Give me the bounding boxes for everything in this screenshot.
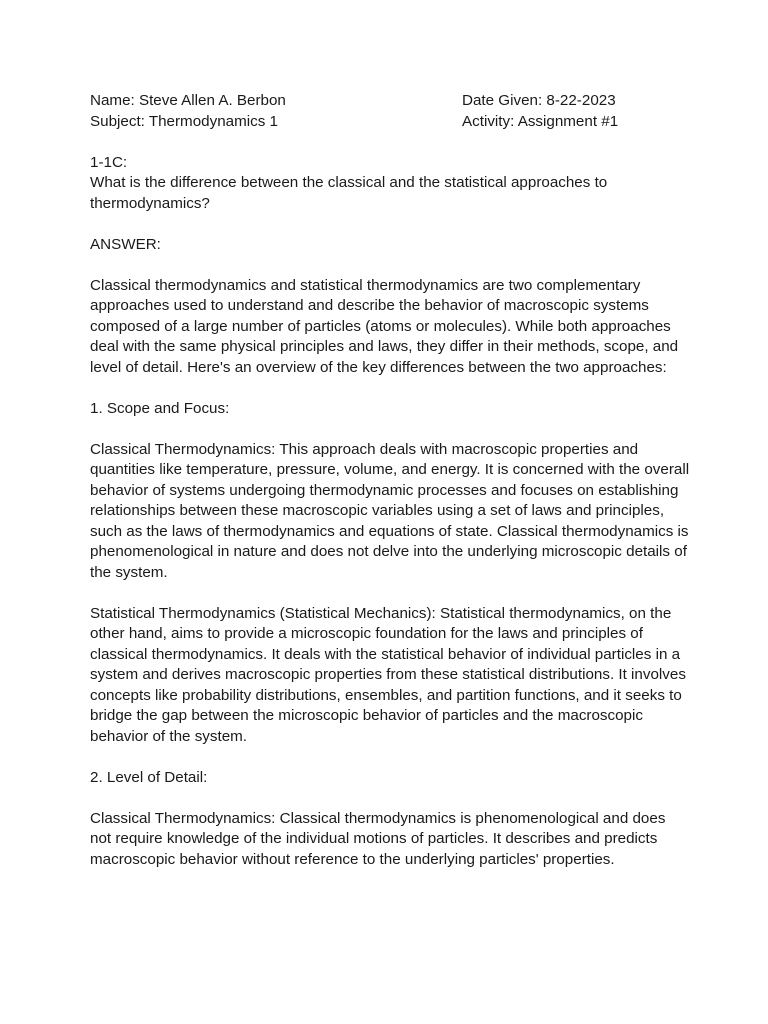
- subject: Subject: Thermodynamics 1: [90, 112, 278, 130]
- answer-label: ANSWER:: [90, 235, 161, 253]
- question-number: 1-1C:: [90, 153, 128, 171]
- spacer: [90, 378, 690, 399]
- classical-scope-paragraph: Classical Thermodynamics: This approach deals with macroscopic properties and quantities like temperature, pressure, volume, and energy. It is concerned with the overall behavior of systems undergoing thermodynamic processes and focuses on establishing relationships between these macroscopic variables using a set of laws and principles, such as the laws of thermodynamics and equations of state. Classical thermodynamics is phenomenological in nature and does not delve into the underlying microscopic details of the system.: [90, 440, 690, 581]
- spacer: [90, 583, 690, 604]
- spacer: [90, 747, 690, 768]
- document-body: [90, 91, 690, 870]
- classical-detail-paragraph: Classical Thermodynamics: Classical thermodynamics is phenomenological and does not require knowledge of the individual motions of particles. It describes and predicts macroscopic behavior without reference to the underlying particles' properties.: [90, 809, 666, 868]
- intro-paragraph: Classical thermodynamics and statistical thermodynamics are two complementary approaches used to understand and describe the behavior of macroscopic systems composed of a large number of particles (atoms or molecules). While both approaches deal with the same physical principles and laws, they differ in their methods, scope, and level of detail. Here's an overview of the key differences between the two approaches:: [90, 276, 679, 376]
- student-name: Name: Steve Allen A. Berbon: [90, 92, 286, 109]
- spacer: [90, 132, 690, 153]
- question-text: What is the difference between the classical and the statistical approaches to thermodynamics?: [90, 174, 608, 212]
- header-row-2: [90, 112, 690, 133]
- date-given: Date Given: 8-22-2023: [462, 92, 616, 109]
- spacer: [90, 255, 690, 276]
- spacer: [90, 214, 690, 235]
- statistical-scope-paragraph: Statistical Thermodynamics (Statistical Mechanics): Statistical thermodynamics, on the other hand, aims to provide a microscopic foundation for the laws and principles of classical thermodynamics. It deals with the statistical behavior of individual particles in a system and derives macroscopic properties from these statistical distributions. It involves concepts like probability distributions, ensembles, and partition functions, and it seeks to bridge the gap between the microscopic behavior of particles and the macroscopic behavior of the system.: [90, 604, 686, 745]
- header-row-1: [90, 91, 690, 112]
- spacer: [90, 419, 690, 440]
- section-heading-scope: 1. Scope and Focus:: [90, 399, 230, 417]
- activity: Activity: Assignment #1: [462, 112, 619, 130]
- spacer: [90, 788, 690, 809]
- section-heading-detail: 2. Level of Detail:: [90, 768, 208, 786]
